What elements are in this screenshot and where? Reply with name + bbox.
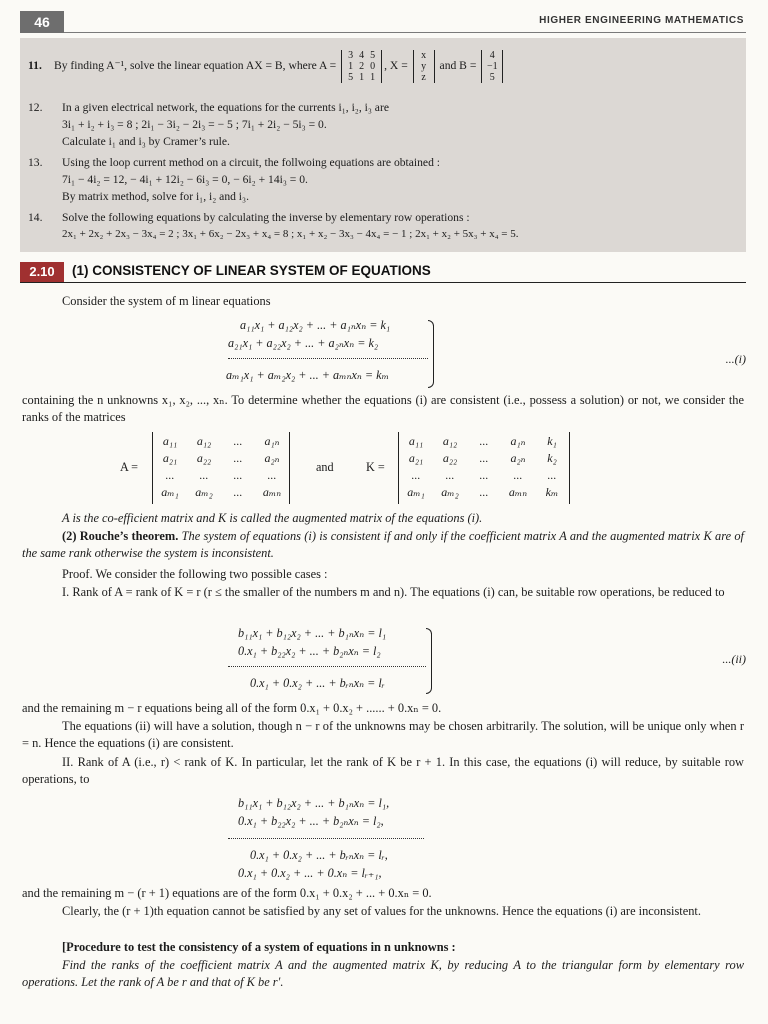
equation-line: b₁₁x₁ + b₁₂x₂ + ... + b₁ₙxₙ = l₁ [238, 626, 387, 640]
running-head: HIGHER ENGINEERING MATHEMATICS [539, 15, 744, 26]
rouche-heading: (2) Rouche’s theorem. [62, 529, 179, 543]
equation-line: a₂₁x₁ + a₂₂x₂ + ... + a₂ₙxₙ = k₂ [228, 336, 379, 350]
equation-dots [228, 838, 424, 839]
equation-dots [228, 666, 426, 667]
equation-tag: ...(ii) [722, 652, 746, 666]
exercise-box [20, 38, 746, 252]
paragraph-coefficient: A is the co-efficient matrix and K is called the augmented matrix of the equations (i). [62, 511, 483, 525]
exercise-11-text: By finding A⁻¹, solve the linear equation AX = B, where A = [54, 59, 337, 73]
equation-line: b₁₁x₁ + b₁₂x₂ + ... + b₁ₙxₙ = l₁, [238, 796, 390, 810]
header-rule [64, 32, 746, 33]
rouche-text: The system of equations (i) is consistent if and only if the coefficient matrix A and the augmented matrix K are of the same rank otherwise the system is inconsistent. [22, 529, 745, 560]
procedure-heading: [Procedure to test the consistency of a system of equations in n unknowns : [62, 940, 456, 954]
equation-dots [228, 358, 428, 359]
paragraph-containing: containing the n unknowns x₁, x₂, ..., xₙ. To determine whether the equations (i) are consistent (i.e., possess a solution) or not, we consider the ranks of the matrices [22, 393, 744, 424]
exercise-14-line: 2x₁ + 2x₂ + 2x₃ − 3x₄ = 2 ; 3x₁ + 6x₂ − 2x₃ + x₄ = 8 ; x₁ + x₂ − 3x₃ − 4x₄ = − 1 ; 2x₁ + x₂ + 5x₃ + x₄ = 5. [62, 228, 519, 240]
matrix-a-label: A = [120, 460, 139, 474]
equation-line: 0.x₁ + 0.x₂ + ... + bᵣₙxₙ = lᵣ, [250, 848, 388, 862]
section-number: 2.10 [20, 262, 64, 282]
matrix-k-label: K = [366, 460, 385, 474]
paragraph-remaining-1: and the remaining m − r equations being all of the form 0.x₁ + 0.x₂ + ...... + 0.xₙ = 0. [22, 701, 442, 715]
augmented-matrix: a₁₁ a₁₂ ... a₁ₙ k₁ a₂₁ a₂₂ ... a₂ₙ k₂ ... ... ... ... ... aₘ₁ aₘ₂ ... aₘₙ kₘ [398, 432, 570, 504]
page-number: 46 [20, 11, 64, 33]
equation-line: aₘ₁x₁ + aₘ₂x₂ + ... + aₘₙxₙ = kₘ [226, 368, 390, 382]
exercise-12-line: 3i₁ + i₂ + i₃ = 8 ; 2i₁ − 3i₂ − 2i₃ = − 5 ; 7i₁ + 2i₂ − 5i₃ = 0. [62, 118, 327, 131]
paragraph-remaining-2: and the remaining m − (r + 1) equations are of the form 0.x₁ + 0.x₂ + ... + 0.xₙ = 0. [22, 886, 432, 900]
equation-line: a₁₁x₁ + a₁₂x₂ + ... + a₁ₙxₙ = k₁ [240, 318, 391, 332]
equation-line: 0.x₁ + b₂₂x₂ + ... + b₂ₙxₙ = l₂ [238, 644, 381, 658]
exercise-14-line: Solve the following equations by calculating the inverse by elementary row operations : [62, 211, 470, 224]
paragraph-proof: Proof. We consider the following two possible cases : [62, 567, 328, 581]
paragraph-case-2: II. Rank of A (i.e., r) < rank of K. In particular, let the rank of K be r + 1. In this case, the equations (i) will reduce, by suitable row operations, to [22, 755, 744, 786]
paragraph-case-1: I. Rank of A = rank of K = r (r ≤ the smaller of the numbers m and n). The equations (i) can, be suitable row operations, be reduced to [62, 585, 725, 599]
paragraph-clearly: Clearly, the (r + 1)th equation cannot be satisfied by any set of values for the unknowns. Hence the equations (i) are inconsistent. [62, 904, 701, 918]
exercise-11: 11. By finding A⁻¹, solve the linear equation AX = B, where A = 3 4 5 1 2 0 5 1 1 , X = x y z and B = 4 −1 5 [28, 50, 505, 83]
coefficient-matrix: a₁₁ a₁₂ ... a₁ₙ a₂₁ a₂₂ ... a₂ₙ ... ... ... ... aₘ₁ aₘ₂ ... aₘₙ [152, 432, 290, 504]
exercise-12-num: 12. [28, 101, 43, 114]
exercise-13-line: 7i₁ − 4i₂ = 12, − 4i₁ + 12i₂ − 6i₃ = 0, − 6i₂ + 14i₃ = 0. [62, 173, 308, 186]
exercise-13-num: 13. [28, 156, 43, 169]
equation-line: 0.x₁ + 0.x₂ + ... + bᵣₙxₙ = lᵣ [250, 676, 385, 690]
paragraph-rouche [22, 528, 744, 562]
section-heading [20, 262, 746, 283]
page-header [0, 8, 768, 32]
section-title: (1) CONSISTENCY OF LINEAR SYSTEM OF EQUATIONS [72, 263, 431, 278]
exercise-11-vector-b: 4 −1 5 [481, 50, 503, 83]
equation-tag: ...(i) [725, 352, 746, 366]
exercise-11-vector-x: x y z [413, 50, 435, 83]
exercise-13-line: By matrix method, solve for i₁, i₂ and i₃. [62, 190, 249, 203]
and-label: and [316, 460, 334, 474]
paragraph-consider: Consider the system of m linear equations [62, 294, 271, 308]
exercise-11-matrix-a: 3 4 5 1 2 0 5 1 1 [341, 50, 382, 83]
equation-brace [426, 628, 432, 694]
paragraph-equations-ii: The equations (ii) will have a solution, though n − r of the unknowns may be chosen arbitrarily. The solution, will be unique only when r = n. Hence the equations (i) are consistent. [22, 719, 744, 750]
exercise-12-line: Calculate i₁ and i₃ by Cramer’s rule. [62, 135, 230, 148]
exercise-14-num: 14. [28, 211, 43, 224]
paragraph-procedure: Find the ranks of the coefficient matrix A and the augmented matrix K, by reducing A to the triangular form by elementary row operations. Let the rank of A be r and that of K be r′. [22, 958, 744, 989]
equation-brace [428, 320, 434, 388]
equation-line: 0.x₁ + b₂₂x₂ + ... + b₂ₙxₙ = l₂, [238, 814, 384, 828]
exercise-12-line: In a given electrical network, the equations for the currents i₁, i₂, i₃ are [62, 101, 389, 114]
exercise-13-line: Using the loop current method on a circuit, the follwoing equations are obtained : [62, 156, 440, 169]
equation-line: 0.x₁ + 0.x₂ + ... + 0.xₙ = lᵣ₊₁, [238, 866, 382, 880]
